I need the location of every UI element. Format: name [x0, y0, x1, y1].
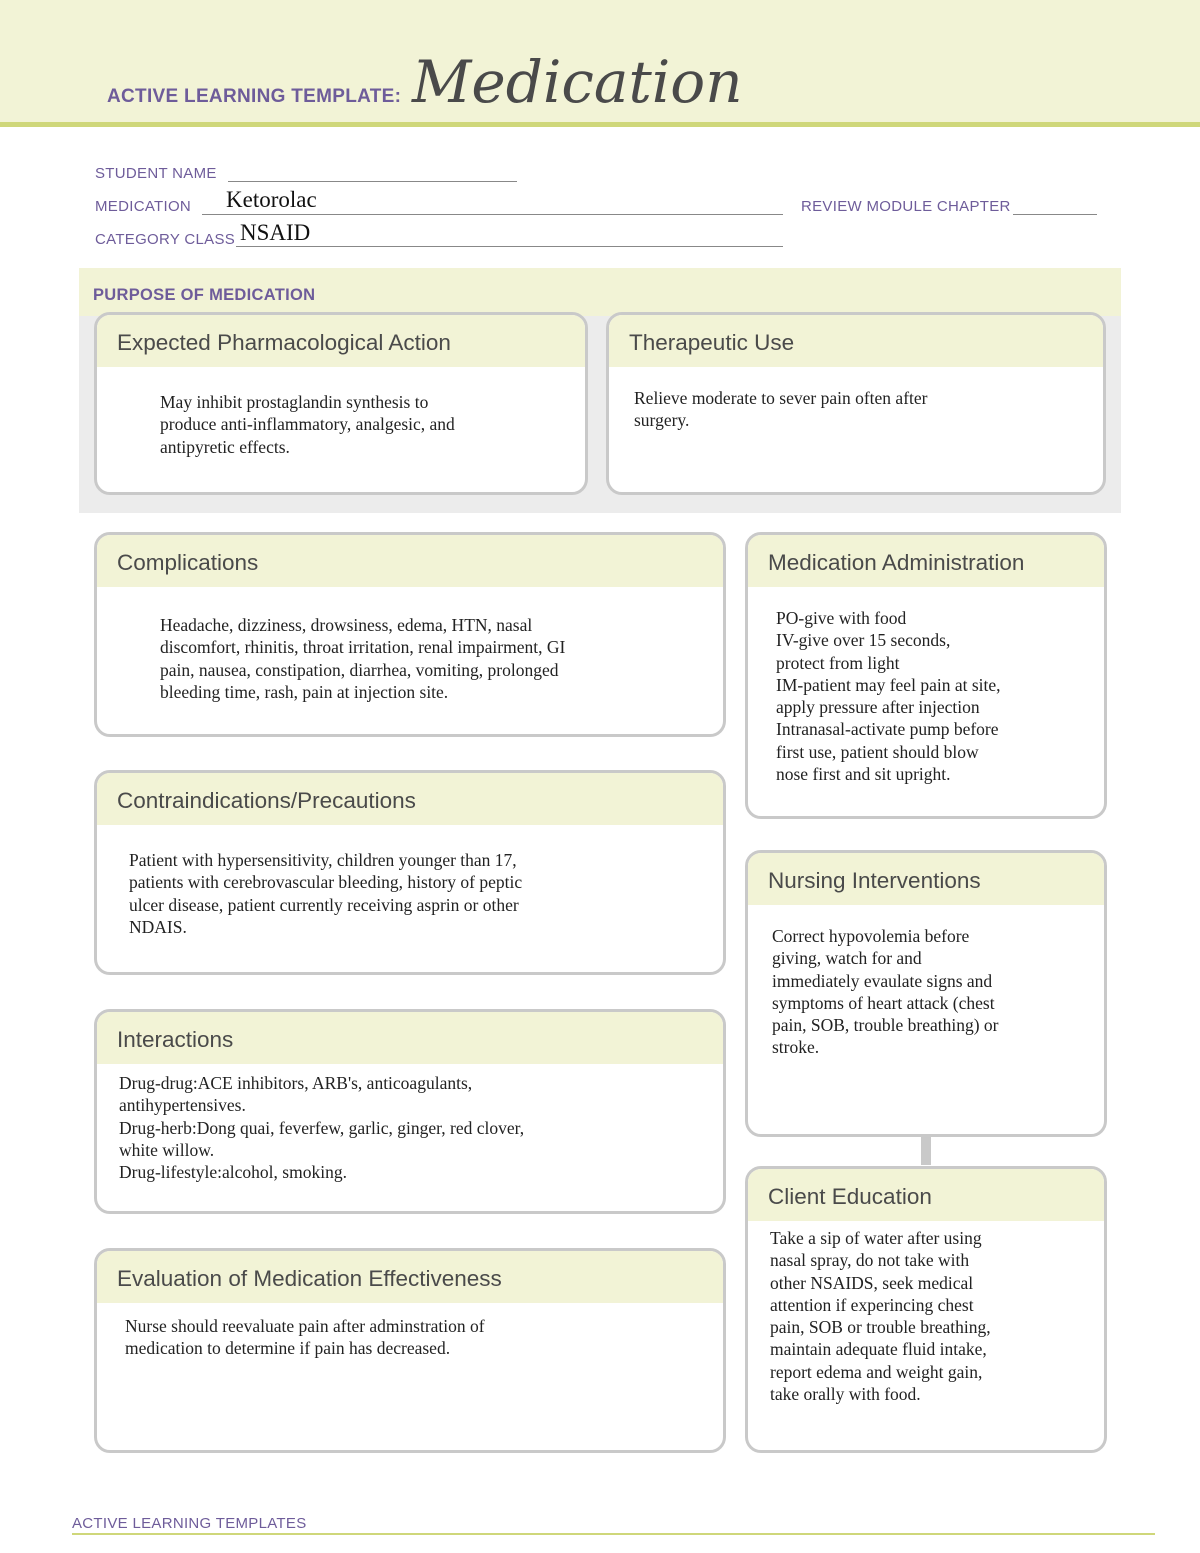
complications-box: [94, 532, 726, 737]
review-module-line: [1013, 214, 1097, 215]
nursing-interventions-text: Correct hypovolemia before giving, watch for and immediately evaulate signs and symptoms of heart attack (chest pain, SOB, trouble breathing) or stroke.: [772, 926, 999, 1058]
client-education-box: [745, 1166, 1107, 1453]
student-name-line: [228, 181, 517, 182]
student-name-label: STUDENT NAME: [95, 165, 217, 182]
complications-title: Complications: [97, 535, 723, 587]
category-class-label: CATEGORY CLASS: [95, 231, 236, 248]
therapeutic-use-text: Relieve moderate to sever pain often after surgery.: [634, 388, 928, 431]
purpose-label: PURPOSE OF MEDICATION: [93, 286, 316, 304]
expected-action-text: May inhibit prostaglandin synthesis to produce anti-inflammatory, analgesic, and antipyretic effects.: [160, 392, 455, 457]
contraindications-title: Contraindications/Precautions: [97, 773, 723, 825]
complications-text: Headache, dizziness, drowsiness, edema, HTN, nasal discomfort, rhinitis, throat irritation, renal impairment, GI pain, nausea, constipation, diarrhea, vomiting, prolonged bleeding time, rash, pain at injection site.: [160, 615, 566, 702]
interactions-box: [94, 1009, 726, 1214]
medication-field[interactable]: Ketorolac: [226, 187, 317, 212]
expected-action-box: [94, 312, 588, 495]
contraindications-box: [94, 770, 726, 975]
box-connector: [921, 1135, 931, 1165]
medication-line: [202, 214, 783, 215]
evaluation-text: Nurse should reevaluate pain after adminstration of medication to determine if pain has decreased.: [125, 1316, 485, 1359]
administration-box: [745, 532, 1107, 819]
evaluation-title: Evaluation of Medication Effectiveness: [97, 1251, 723, 1303]
administration-title: Medication Administration: [748, 535, 1104, 587]
evaluation-box: [94, 1248, 726, 1453]
expected-action-title: Expected Pharmacological Action: [97, 315, 585, 367]
medication-label: MEDICATION: [95, 198, 192, 215]
nursing-interventions-title: Nursing Interventions: [748, 853, 1104, 905]
nursing-interventions-box: [745, 850, 1107, 1137]
category-class-field[interactable]: NSAID: [240, 220, 311, 245]
interactions-title: Interactions: [97, 1012, 723, 1064]
therapeutic-use-title: Therapeutic Use: [609, 315, 1103, 367]
contraindications-text: Patient with hypersensitivity, children younger than 17, patients with cerebrovascular bleeding, history of peptic ulcer disease, patient currently receiving asprin or other NDAIS.: [129, 850, 523, 937]
footer-divider: [72, 1533, 1155, 1535]
footer-label: ACTIVE LEARNING TEMPLATES: [72, 1515, 307, 1532]
header-divider: [0, 122, 1200, 127]
therapeutic-use-box: [606, 312, 1106, 495]
administration-text: PO-give with food IV-give over 15 seconds, protect from light IM-patient may feel pain at site, apply pressure after injection Intranasal-activate pump before first use, patient should blow nose first and sit upright.: [776, 608, 1001, 785]
page-title: Medication: [412, 48, 743, 116]
review-module-label: REVIEW MODULE CHAPTER: [801, 198, 1011, 215]
template-label: ACTIVE LEARNING TEMPLATE:: [107, 86, 402, 107]
category-class-line: [236, 246, 783, 247]
interactions-text: Drug-drug:ACE inhibitors, ARB's, anticoagulants, antihypertensives. Drug-herb:Dong quai, feverfew, garlic, ginger, red clover, white willow. Drug-lifestyle:alcohol, smoking.: [119, 1073, 525, 1183]
client-education-title: Client Education: [748, 1169, 1104, 1221]
client-education-text: Take a sip of water after using nasal spray, do not take with other NSAIDS, seek medical attention if experincing chest pain, SOB or trouble breathing, maintain adequate fluid intake, report edema and weight gain, take orally with food.: [770, 1228, 991, 1405]
